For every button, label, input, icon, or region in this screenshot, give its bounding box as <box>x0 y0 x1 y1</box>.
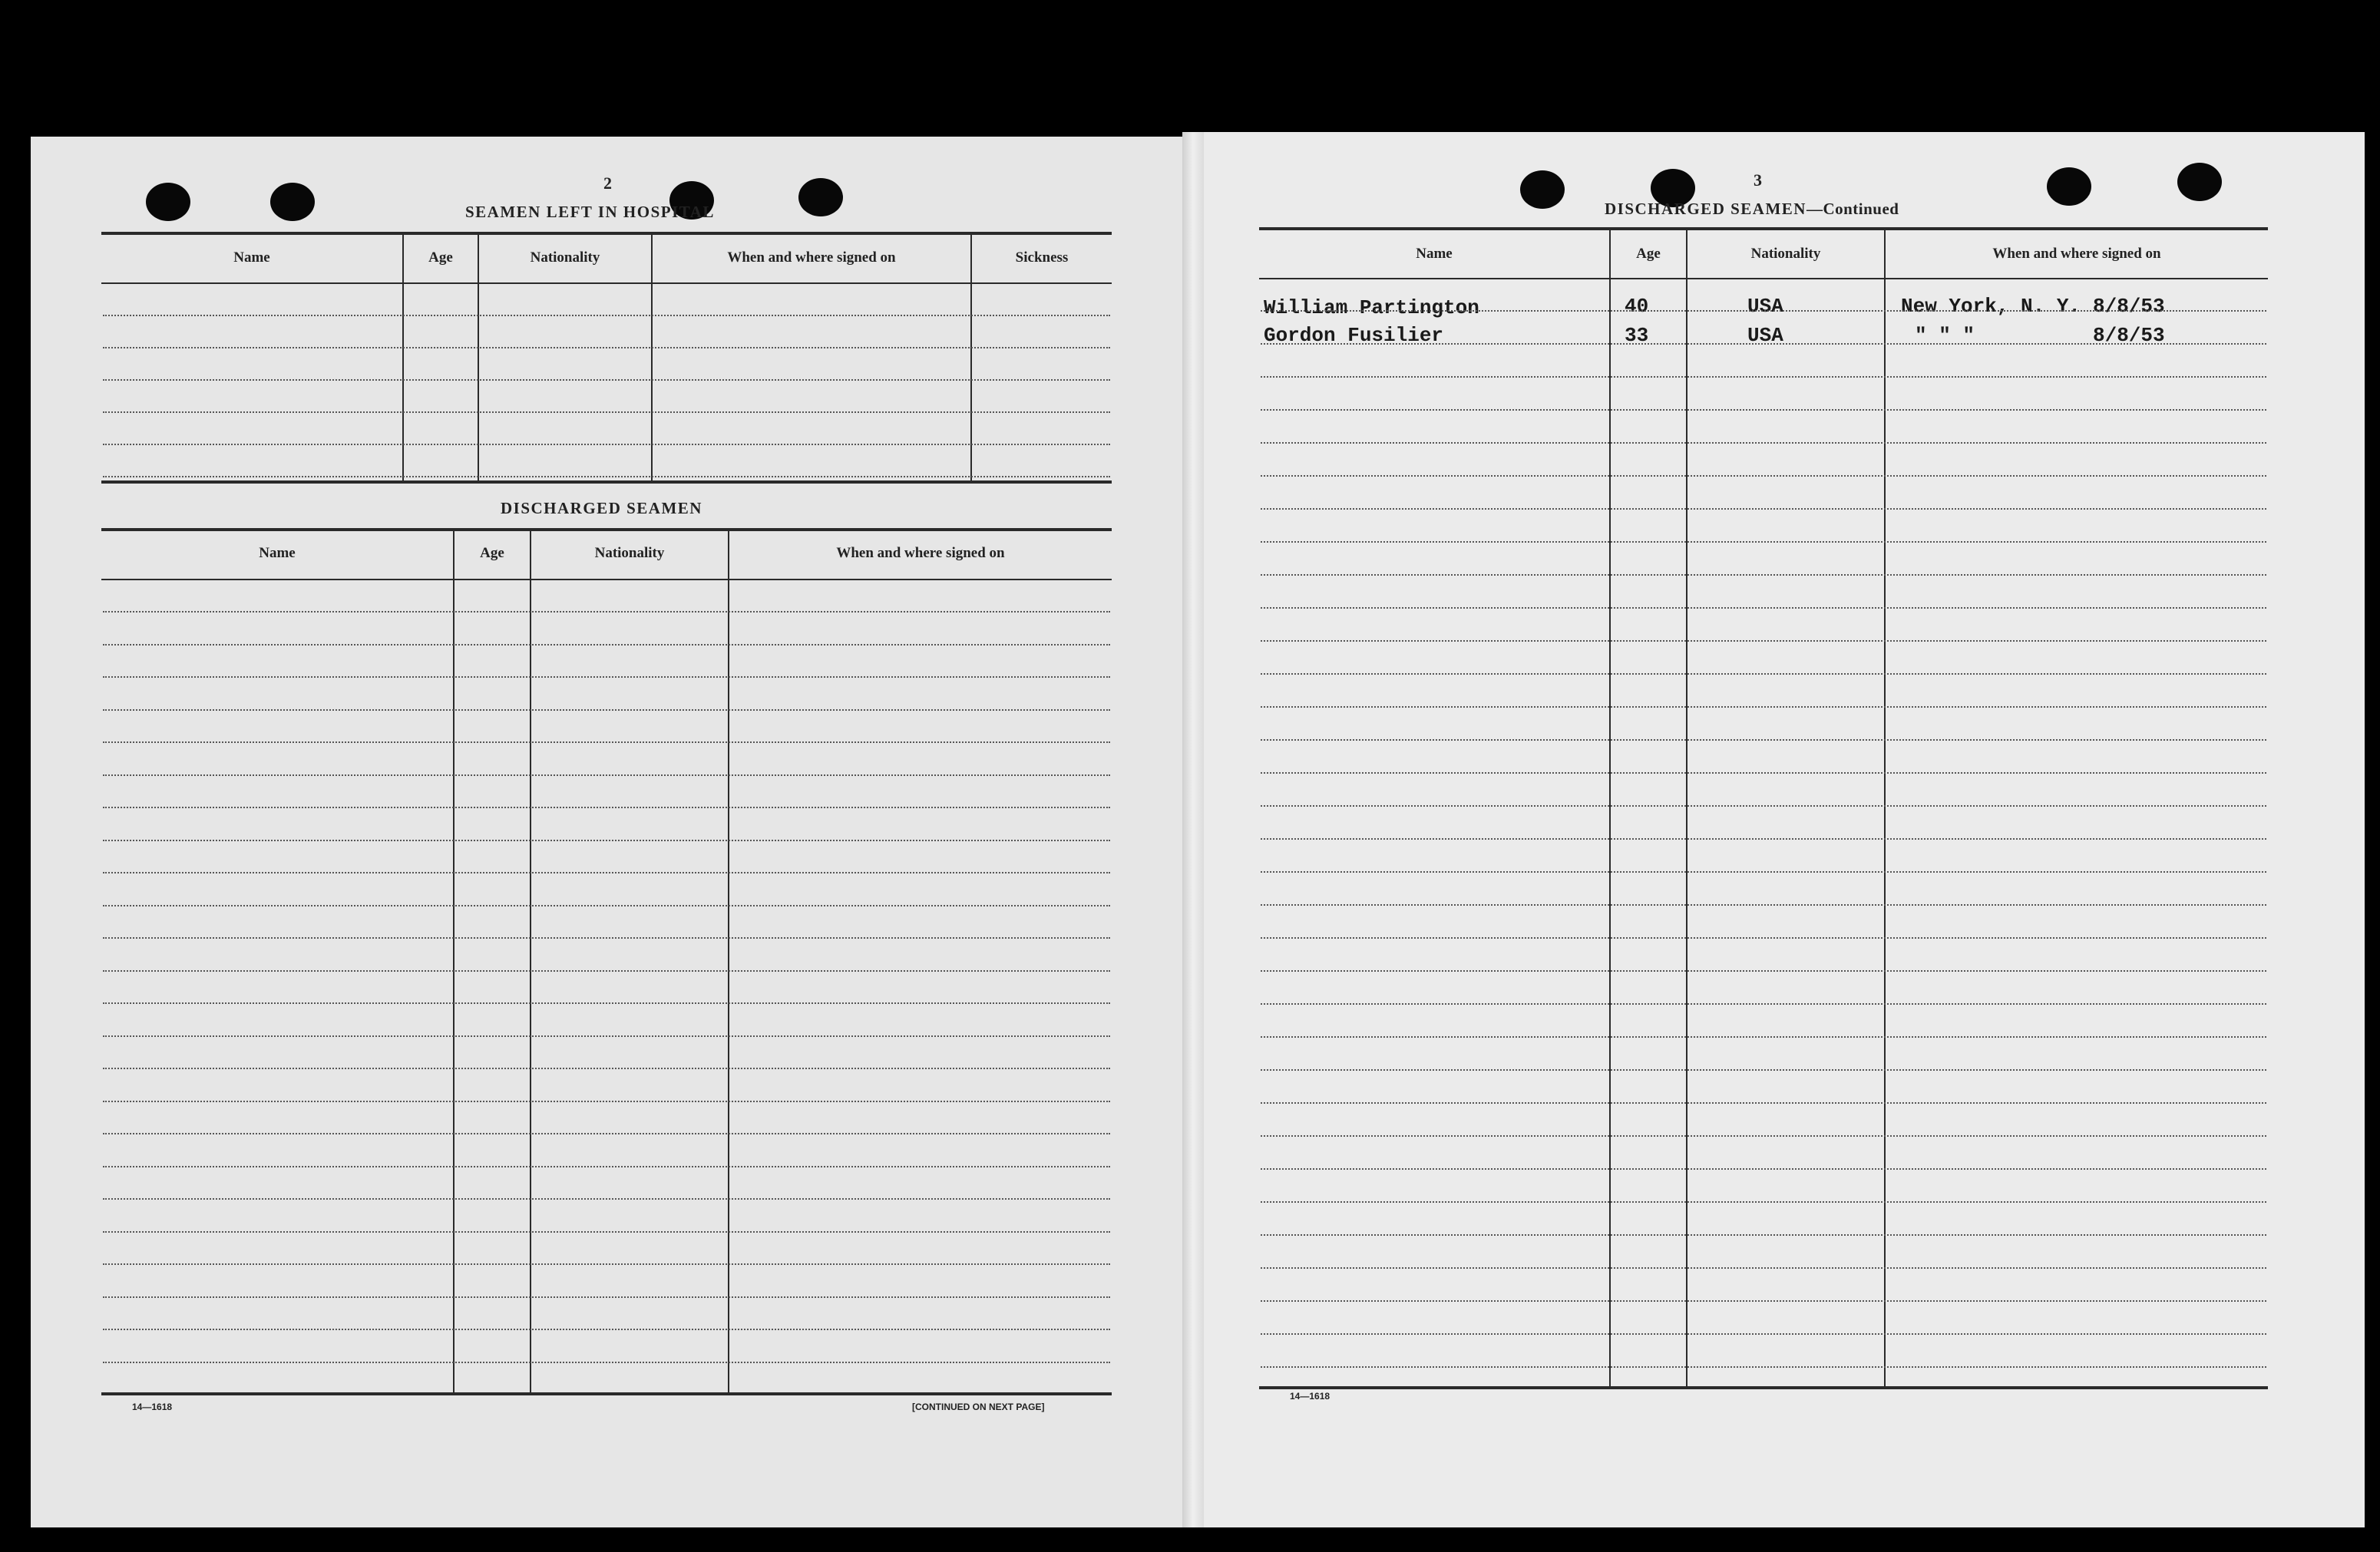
ruled-line <box>1261 1168 2266 1170</box>
ruled-line <box>1261 508 2266 510</box>
ruled-line <box>1261 574 2266 576</box>
ruled-line <box>103 741 1110 743</box>
ruled-line <box>103 1263 1110 1265</box>
header-rule <box>1259 278 2268 279</box>
punch-hole <box>2177 163 2222 201</box>
signed-on-date: 8/8/53 <box>2093 324 2165 347</box>
page-number-right: 3 <box>1754 170 1762 190</box>
ruled-line <box>1261 1234 2266 1236</box>
ruled-line <box>1261 376 2266 378</box>
punch-hole <box>270 183 315 221</box>
discharged-section-title: DISCHARGED SEAMEN <box>501 499 702 517</box>
ruled-line <box>103 644 1110 646</box>
table-bottom-rule <box>101 480 1112 484</box>
punch-hole <box>798 178 843 216</box>
table-bottom-rule <box>101 1392 1112 1395</box>
ruled-line <box>1261 343 2266 345</box>
ruled-line <box>103 1296 1110 1298</box>
ruled-line <box>1261 1366 2266 1368</box>
ruled-line <box>1261 904 2266 906</box>
ruled-line <box>103 1329 1110 1330</box>
punch-hole <box>1520 170 1565 209</box>
ruled-line <box>1261 1300 2266 1302</box>
ruled-line <box>1261 607 2266 609</box>
table-top-rule <box>1259 227 2268 230</box>
ruled-line <box>103 676 1110 678</box>
table-top-rule <box>101 528 1112 531</box>
ruled-line <box>103 807 1110 808</box>
ruled-line <box>1261 442 2266 444</box>
ruled-line <box>103 905 1110 906</box>
ruled-line <box>103 476 1110 477</box>
signed-on-date: 8/8/53 <box>2093 295 2165 318</box>
seaman-age: 33 <box>1625 324 1649 347</box>
signed-on-place: New York, N. Y. <box>1901 295 2081 318</box>
ruled-line <box>1261 1333 2266 1335</box>
ruled-line <box>103 970 1110 972</box>
ruled-line <box>1261 640 2266 642</box>
form-number-left: 14—1618 <box>132 1402 173 1412</box>
ruled-line <box>1261 475 2266 477</box>
seaman-nationality: USA <box>1747 295 1783 318</box>
column-divider <box>1609 230 1611 1388</box>
table-top-rule <box>101 232 1112 235</box>
ruled-line <box>1261 772 2266 774</box>
ruled-line <box>1261 739 2266 741</box>
ruled-line <box>103 611 1110 613</box>
ruled-line <box>103 872 1110 873</box>
table-bottom-rule <box>1259 1386 2268 1389</box>
title-suffix: —Continued <box>1806 200 1899 218</box>
ruled-line <box>103 411 1110 413</box>
page-number-left: 2 <box>603 173 612 193</box>
seaman-name: William Partington <box>1264 296 1479 319</box>
continued-note: [CONTINUED ON NEXT PAGE] <box>912 1402 1045 1412</box>
ruled-line <box>1261 1267 2266 1269</box>
ruled-line <box>103 1002 1110 1004</box>
ruled-line <box>1261 1102 2266 1104</box>
ruled-line <box>1261 937 2266 939</box>
column-header-age: Age <box>480 545 504 561</box>
column-header-name: Name <box>233 249 270 266</box>
header-rule <box>101 579 1112 580</box>
header-rule <box>101 282 1112 284</box>
ruled-line <box>103 444 1110 445</box>
ruled-line <box>103 709 1110 711</box>
ruled-line <box>103 1035 1110 1037</box>
column-header-nationality: Nationality <box>594 545 665 561</box>
ruled-line <box>103 379 1110 381</box>
ruled-line <box>103 1362 1110 1363</box>
column-header-name: Name <box>259 545 296 561</box>
ruled-line <box>1261 310 2266 312</box>
title-main: DISCHARGED SEAMEN <box>1605 200 1806 218</box>
column-header-signed-on: When and where signed on <box>1992 246 2161 262</box>
ruled-line <box>1261 706 2266 708</box>
ruled-line <box>1261 409 2266 411</box>
column-header-signed-on: When and where signed on <box>836 545 1005 561</box>
page-fold <box>1182 132 1204 1527</box>
ruled-line <box>1261 1036 2266 1038</box>
ruled-line <box>103 1133 1110 1134</box>
column-header-age: Age <box>428 249 453 266</box>
ruled-line <box>103 1198 1110 1200</box>
ruled-line <box>103 937 1110 939</box>
ruled-line <box>1261 970 2266 972</box>
ruled-line <box>1261 805 2266 807</box>
column-header-nationality: Nationality <box>530 249 600 266</box>
punch-hole <box>146 183 190 221</box>
left-page <box>31 137 1215 1527</box>
ruled-line <box>1261 673 2266 675</box>
ruled-line <box>103 840 1110 841</box>
ruled-line <box>103 774 1110 776</box>
ruled-line <box>103 1166 1110 1167</box>
column-header-age: Age <box>1636 246 1661 262</box>
ruled-line <box>103 1231 1110 1233</box>
discharged-continued-title <box>1605 200 1899 219</box>
ruled-line <box>1261 871 2266 873</box>
ruled-line <box>1261 541 2266 543</box>
ruled-line <box>1261 1069 2266 1071</box>
punch-hole <box>2047 167 2091 206</box>
ruled-line <box>103 1101 1110 1102</box>
ruled-line <box>1261 1003 2266 1005</box>
column-header-signed-on: When and where signed on <box>727 249 896 266</box>
ruled-line <box>1261 1135 2266 1137</box>
ruled-line <box>103 347 1110 348</box>
column-divider <box>1884 230 1886 1388</box>
form-number-right: 14—1618 <box>1290 1391 1330 1402</box>
ruled-line <box>1261 838 2266 840</box>
hospital-section-title: SEAMEN LEFT IN HOSPITAL <box>465 203 715 221</box>
seaman-name: Gordon Fusilier <box>1264 324 1444 347</box>
seaman-nationality: USA <box>1747 324 1783 347</box>
column-divider <box>1686 230 1687 1388</box>
ruled-line <box>1261 1201 2266 1203</box>
column-header-name: Name <box>1416 246 1453 262</box>
column-header-sickness: Sickness <box>1015 249 1069 266</box>
column-header-nationality: Nationality <box>1750 246 1821 262</box>
signed-on-place: " " " <box>1915 324 1975 347</box>
ruled-line <box>103 315 1110 316</box>
seaman-age: 40 <box>1625 295 1649 318</box>
ruled-line <box>103 1068 1110 1069</box>
